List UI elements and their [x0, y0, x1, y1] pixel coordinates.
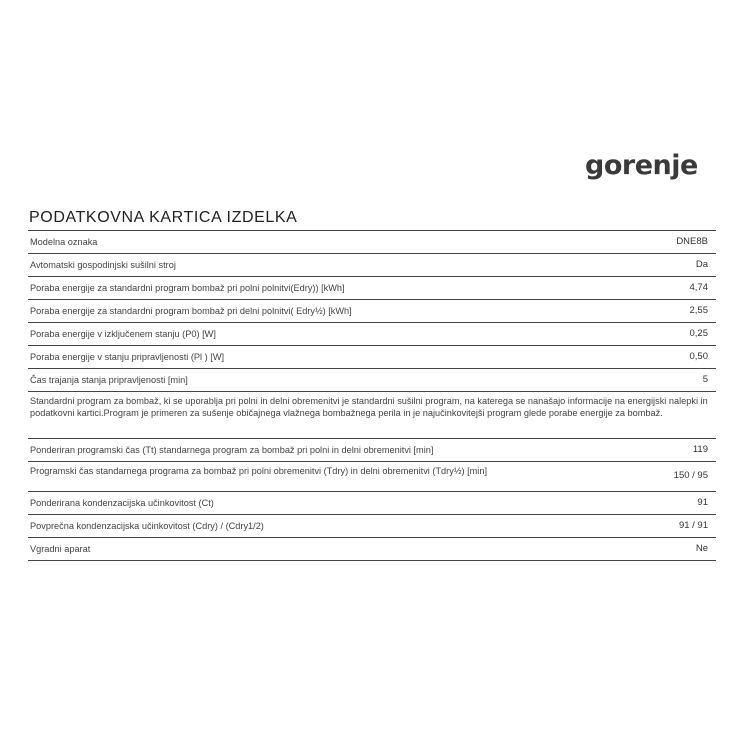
row-value: 150 / 95 [673, 470, 708, 481]
row-label: Poraba energije v izključenem stanju (P0) [W] [30, 329, 216, 339]
row-label: Modelna oznaka [30, 237, 98, 247]
row-label: Poraba energije za standardni program bombaž pri delni polnitvi( Edry½) [kWh] [30, 306, 352, 316]
row-value: 91 / 91 [678, 520, 708, 531]
row-left-on-duration [28, 368, 716, 391]
row-label: Poraba energije za standardni program bombaž pri polni polnitvi(Edry)) [kWh] [30, 283, 345, 293]
row-power-off-mode [28, 322, 716, 345]
note-text: Standardni program za bombaž, ki se uporablja pri polni in delni obremenitvi je standardni sušilni program, na katerega se nanašajo informacije na energijski nalepki in podatkovni kartici.Program je primeren za sušenje običajnega vlažnega bombažnega perila in je najučinkovitejši program glede porabe energije za bombaž. [30, 396, 708, 418]
row-energy-partial-load [28, 299, 716, 322]
row-energy-full-load [28, 276, 716, 299]
row-label: Ponderirana kondenzacijska učinkovitost (Ct) [30, 498, 214, 508]
row-label: Povprečna kondenzacijska učinkovitost (Cdry) / (Cdry1/2) [30, 521, 264, 531]
row-dryer-type [28, 253, 716, 276]
row-value: 5 [702, 374, 708, 385]
row-label: Programski čas standarnega programa za bombaž pri polni obremenitvi (Tdry) in delni obremenitvi (Tdry½) [min] [30, 466, 488, 476]
row-model [28, 230, 716, 253]
row-value: 0,50 [689, 351, 708, 362]
row-value: Ne [695, 543, 708, 554]
row-label: Čas trajanja stanja pripravljenosti [min] [30, 375, 188, 385]
row-weighted-condensation [28, 491, 716, 514]
row-value: 0,25 [689, 328, 708, 339]
row-average-condensation [28, 514, 716, 537]
row-standard-program-note [28, 391, 716, 438]
row-power-left-on-mode [28, 345, 716, 368]
row-label: Avtomatski gospodinjski sušilni stroj [30, 260, 176, 270]
row-built-in [28, 537, 716, 561]
row-label: Vgradni aparat [30, 544, 91, 554]
row-label: Ponderiran programski čas (Tt) standarnega program za bombaž pri polni in delni obremenitvi [min] [30, 445, 434, 455]
sheet-title: PODATKOVNA KARTICA IZDELKA [29, 209, 298, 226]
row-value: 91 [697, 497, 708, 508]
row-program-time [28, 461, 716, 491]
row-value: 2,55 [689, 305, 708, 316]
row-value: DNE8B [676, 236, 708, 247]
gorenje-logo: gorenje [585, 150, 698, 181]
row-weighted-program-time [28, 438, 716, 461]
row-label: Poraba energije v stanju pripravljenosti (Pl ) [W] [30, 352, 225, 362]
row-value: Da [695, 259, 708, 270]
row-value: 119 [692, 444, 708, 455]
row-value: 4,74 [689, 282, 708, 293]
product-data-sheet [28, 230, 716, 561]
